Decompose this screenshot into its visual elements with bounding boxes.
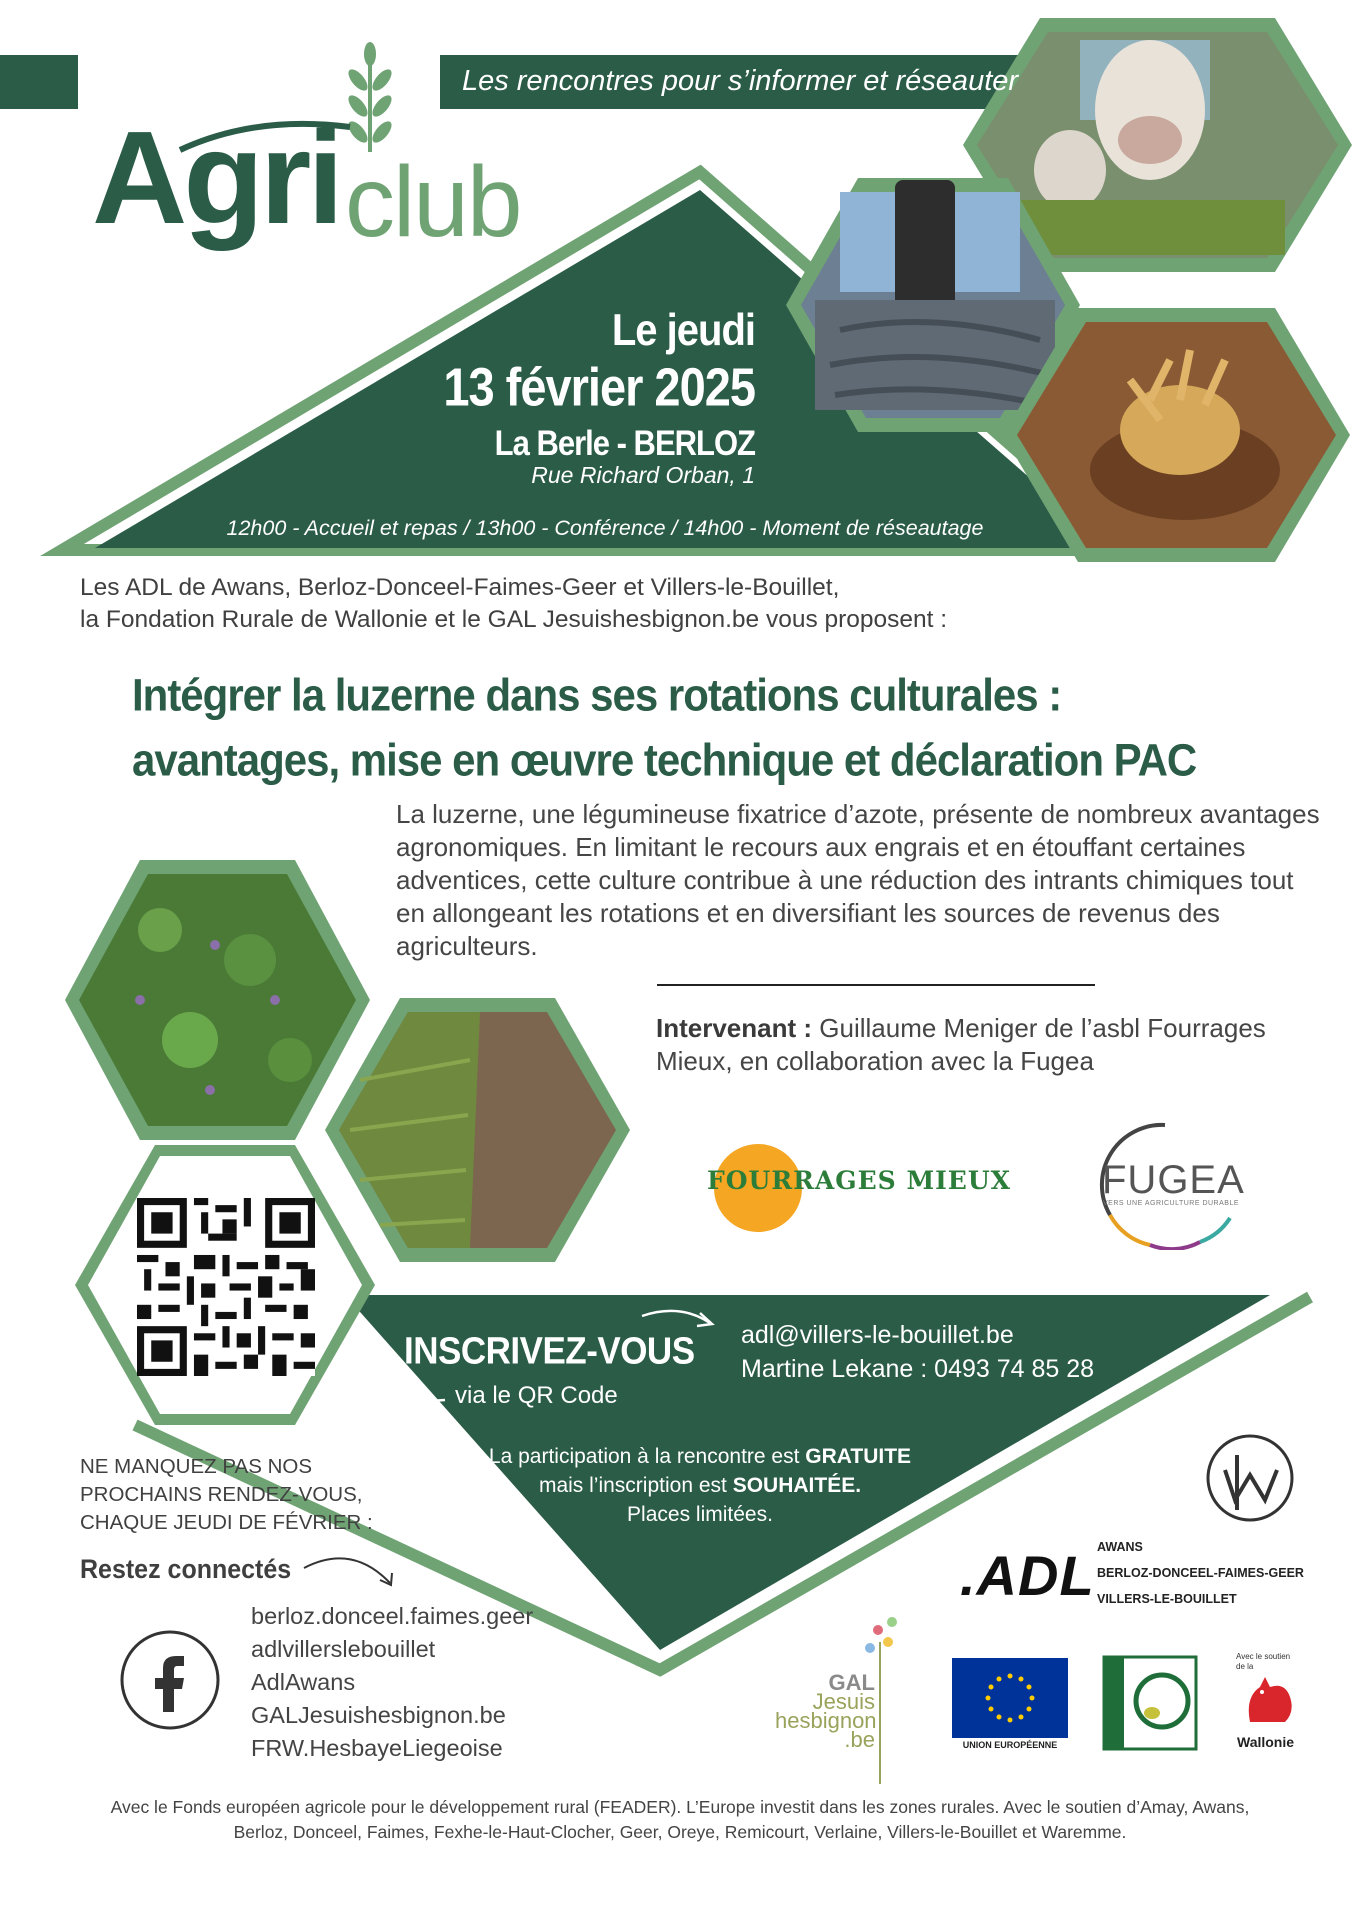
register-title: INSCRIVEZ-VOUS	[404, 1330, 695, 1373]
intro-line-1: Les ADL de Awans, Berloz-Donceel-Faimes-Geer et Villers-le-Bouillet,	[80, 574, 840, 601]
stay-connected-label: Restez connectés	[80, 1554, 292, 1585]
conference-title-line-2: avantages, mise en œuvre technique et déclaration PAC	[132, 734, 1197, 786]
footer-text: Avec le Fonds européen agricole pour le développement rural (FEADER). L’Europe investit dans les zones rurales. Avec le soutien d’Amay, Awans, Berloz, Donceel, Faimes, Fexhe-le-Haut-Clocher, Geer, Oreye, Remicourt, Verlaine, Villers-le-Bouillet et Waremme.	[110, 1797, 1250, 1842]
conference-title	[132, 663, 1282, 793]
social-account[interactable]: berloz.donceel.faimes.geer	[251, 1603, 534, 1629]
logo-agri: Agri	[92, 104, 340, 251]
gal-logo: GAL Jesuis hesbignon .be	[775, 1670, 877, 1752]
wallonie-rooster-icon	[1240, 1672, 1300, 1732]
limited-places: Places limitées.	[627, 1503, 773, 1526]
fugea-tagline: VERS UNE AGRICULTURE DURABLE	[1103, 1200, 1240, 1207]
free-label: GRATUITE	[805, 1445, 912, 1468]
wallonie-support: Avec le soutien de la	[1236, 1652, 1291, 1671]
register-subtitle: via le QR Code	[455, 1382, 618, 1409]
event-day-label: Le jeudi	[611, 306, 755, 356]
speaker-label: Intervenant :	[656, 1013, 813, 1043]
intro-text	[80, 572, 1080, 636]
tagline: Les rencontres pour s’informer et réseauter	[461, 65, 1019, 97]
speaker	[656, 1012, 1296, 1078]
social-account[interactable]: FRW.HesbayeLiegeoise	[251, 1735, 503, 1761]
qr-code[interactable]	[136, 1198, 316, 1376]
contact-email[interactable]: adl@villers-le-bouillet.be	[741, 1321, 1014, 1349]
facebook-icon[interactable]	[118, 1628, 222, 1732]
contact-block	[741, 1318, 1094, 1386]
event-venue: La Berle - BERLOZ	[494, 423, 755, 464]
reminder-text: NE MANQUEZ PAS NOS PROCHAINS RENDEZ-VOUS, CHAQUE JEUDI DE FÉVRIER :	[80, 1455, 373, 1534]
event-schedule: 12h00 - Accueil et repas / 13h00 - Conférence / 14h00 - Moment de réseautage	[226, 516, 984, 540]
adl-logo: .ADL	[960, 1544, 1095, 1607]
curved-arrow-icon	[302, 1548, 402, 1598]
wallonie-label: Wallonie	[1237, 1734, 1295, 1750]
social-account[interactable]: GALJesuishesbignon.be	[251, 1702, 506, 1728]
logo-club: club	[345, 146, 521, 258]
event-date: 13 février 2025	[443, 356, 755, 418]
fugea-logo: FUGEA	[1102, 1158, 1245, 1202]
fourrages-mieux-logo: FOURRAGES MIEUX	[707, 1166, 1012, 1195]
intro-line-2: la Fondation Rurale de Wallonie et le GAL Jesuishesbignon.be vous proposent :	[80, 606, 948, 633]
conference-title-line-1: Intégrer la luzerne dans ses rotations culturales :	[132, 669, 1062, 721]
adl-communes: AWANS BERLOZ-DONCEEL-FAIMES-GEER VILLERS-LE-BOUILLET	[1097, 1540, 1304, 1606]
leader-logo	[1102, 1655, 1198, 1751]
social-accounts	[251, 1600, 533, 1765]
event-address: Rue Richard Orban, 1	[531, 462, 755, 488]
leader-label: LEADER	[1106, 1704, 1116, 1742]
frw-logo	[1195, 1420, 1305, 1530]
social-account[interactable]: adlvillerslebouillet	[251, 1636, 436, 1662]
eu-label: UNION EUROPÉENNE	[962, 1740, 1058, 1750]
top-left-bar	[0, 55, 78, 109]
eu-flag-icon	[952, 1658, 1068, 1738]
conference-description: La luzerne, une légumineuse fixatrice d’azote, présente de nombreux avantages agronomiques. En limitant le recours aux engrais et en étouffant certaines adventices, cette culture contribue à une réduction des intrants chimiques tout en allongeant les rotations et en diversifiant les sources de revenus des agriculteurs.	[396, 799, 1320, 961]
speaker-text: Guillaume Meniger de l’asbl Fourrages Mieux, en collaboration avec la Fugea	[656, 1013, 1266, 1076]
contact-phone: Martine Lekane : 0493 74 85 28	[741, 1355, 1095, 1383]
divider	[657, 984, 1095, 986]
participation-info: La participation à la rencontre est GRATUITE mais l’inscription est SOUHAITÉE. Places limitées.	[450, 1442, 950, 1529]
social-account[interactable]: AdlAwans	[251, 1669, 356, 1695]
wish-label: SOUHAITÉE.	[732, 1474, 862, 1497]
